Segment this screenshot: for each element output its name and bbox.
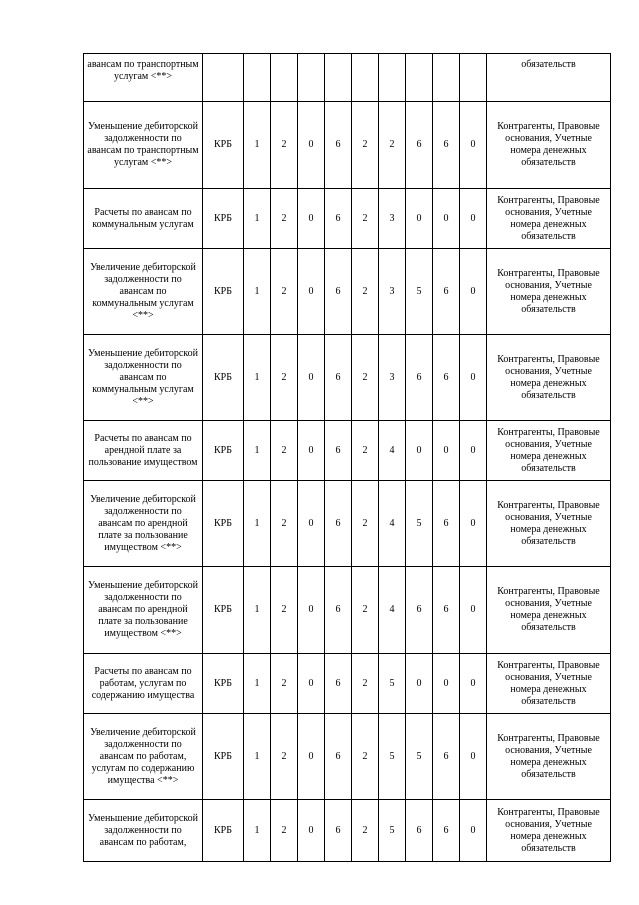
digit-cell: 0 bbox=[298, 102, 325, 189]
analytics-cell: Контрагенты, Правовые основания, Учетные номера денежных обязательств bbox=[487, 189, 611, 249]
digit-cell: 1 bbox=[244, 102, 271, 189]
digit-cell: 0 bbox=[460, 567, 487, 654]
digit-cell: 6 bbox=[325, 481, 352, 567]
digit-cell bbox=[433, 54, 460, 102]
account-name-cell: Увеличение дебиторской задолженности по авансам по коммунальным услугам <**> bbox=[84, 249, 203, 335]
kind-cell: КРБ bbox=[203, 481, 244, 567]
digit-cell: 2 bbox=[271, 714, 298, 800]
digit-cell: 6 bbox=[325, 654, 352, 714]
digit-cell: 6 bbox=[325, 102, 352, 189]
account-name-cell: Уменьшение дебиторской задолженности по авансам по коммунальным услугам <**> bbox=[84, 335, 203, 421]
digit-cell: 0 bbox=[433, 654, 460, 714]
accounts-table-body bbox=[84, 54, 611, 862]
digit-cell: 5 bbox=[379, 800, 406, 862]
digit-cell: 6 bbox=[433, 567, 460, 654]
digit-cell: 6 bbox=[406, 102, 433, 189]
digit-cell: 1 bbox=[244, 567, 271, 654]
digit-cell: 3 bbox=[379, 249, 406, 335]
digit-cell: 2 bbox=[271, 481, 298, 567]
digit-cell: 5 bbox=[379, 714, 406, 800]
analytics-cell: Контрагенты, Правовые основания, Учетные номера денежных обязательств bbox=[487, 249, 611, 335]
digit-cell: 1 bbox=[244, 335, 271, 421]
kind-cell: КРБ bbox=[203, 800, 244, 862]
analytics-cell: Контрагенты, Правовые основания, Учетные номера денежных обязательств bbox=[487, 567, 611, 654]
digit-cell: 2 bbox=[352, 800, 379, 862]
digit-cell: 2 bbox=[271, 567, 298, 654]
table-row bbox=[84, 249, 611, 335]
digit-cell: 1 bbox=[244, 714, 271, 800]
digit-cell: 0 bbox=[460, 714, 487, 800]
kind-cell: КРБ bbox=[203, 335, 244, 421]
digit-cell: 2 bbox=[352, 421, 379, 481]
digit-cell: 4 bbox=[379, 481, 406, 567]
digit-cell: 1 bbox=[244, 481, 271, 567]
digit-cell bbox=[406, 54, 433, 102]
digit-cell: 0 bbox=[433, 189, 460, 249]
digit-cell: 2 bbox=[271, 654, 298, 714]
digit-cell: 2 bbox=[271, 189, 298, 249]
digit-cell: 6 bbox=[433, 481, 460, 567]
digit-cell: 6 bbox=[325, 189, 352, 249]
digit-cell: 0 bbox=[406, 654, 433, 714]
digit-cell: 0 bbox=[298, 189, 325, 249]
digit-cell: 2 bbox=[352, 714, 379, 800]
digit-cell bbox=[298, 54, 325, 102]
digit-cell: 6 bbox=[406, 800, 433, 862]
digit-cell: 0 bbox=[406, 189, 433, 249]
digit-cell: 5 bbox=[406, 481, 433, 567]
digit-cell: 0 bbox=[298, 421, 325, 481]
digit-cell: 2 bbox=[271, 800, 298, 862]
kind-cell: КРБ bbox=[203, 102, 244, 189]
table-row bbox=[84, 481, 611, 567]
digit-cell: 5 bbox=[379, 654, 406, 714]
digit-cell: 6 bbox=[325, 567, 352, 654]
digit-cell: 0 bbox=[298, 654, 325, 714]
analytics-cell: Контрагенты, Правовые основания, Учетные номера денежных обязательств bbox=[487, 481, 611, 567]
digit-cell: 1 bbox=[244, 189, 271, 249]
digit-cell: 6 bbox=[325, 421, 352, 481]
digit-cell: 6 bbox=[325, 249, 352, 335]
digit-cell bbox=[460, 54, 487, 102]
digit-cell: 6 bbox=[433, 102, 460, 189]
digit-cell: 0 bbox=[298, 335, 325, 421]
analytics-cell: Контрагенты, Правовые основания, Учетные номера денежных обязательств bbox=[487, 102, 611, 189]
digit-cell bbox=[325, 54, 352, 102]
account-name-cell: Расчеты по авансам по арендной плате за пользование имуществом bbox=[84, 421, 203, 481]
table-row bbox=[84, 654, 611, 714]
kind-cell: КРБ bbox=[203, 249, 244, 335]
digit-cell: 1 bbox=[244, 654, 271, 714]
digit-cell: 0 bbox=[298, 800, 325, 862]
digit-cell: 6 bbox=[433, 714, 460, 800]
account-name-cell: Расчеты по авансам по коммунальным услугам bbox=[84, 189, 203, 249]
digit-cell bbox=[271, 54, 298, 102]
kind-cell: КРБ bbox=[203, 567, 244, 654]
digit-cell: 2 bbox=[352, 567, 379, 654]
analytics-cell: Контрагенты, Правовые основания, Учетные номера денежных обязательств bbox=[487, 421, 611, 481]
digit-cell: 2 bbox=[352, 335, 379, 421]
digit-cell: 0 bbox=[433, 421, 460, 481]
account-name-cell: авансам по транспортным услугам <**> bbox=[84, 54, 203, 102]
digit-cell: 2 bbox=[271, 102, 298, 189]
digit-cell: 3 bbox=[379, 189, 406, 249]
digit-cell: 0 bbox=[460, 335, 487, 421]
digit-cell: 6 bbox=[433, 249, 460, 335]
digit-cell: 2 bbox=[352, 189, 379, 249]
digit-cell: 2 bbox=[271, 421, 298, 481]
account-name-cell: Уменьшение дебиторской задолженности по авансам по арендной плате за пользование имуществом <**> bbox=[84, 567, 203, 654]
account-name-cell: Увеличение дебиторской задолженности по авансам по работам, услугам по содержанию имущества <**> bbox=[84, 714, 203, 800]
account-name-cell: Уменьшение дебиторской задолженности по авансам по транспортным услугам <**> bbox=[84, 102, 203, 189]
digit-cell bbox=[244, 54, 271, 102]
digit-cell: 5 bbox=[406, 714, 433, 800]
table-row bbox=[84, 714, 611, 800]
digit-cell: 4 bbox=[379, 421, 406, 481]
digit-cell: 2 bbox=[352, 102, 379, 189]
digit-cell: 4 bbox=[379, 567, 406, 654]
digit-cell: 1 bbox=[244, 421, 271, 481]
kind-cell: КРБ bbox=[203, 714, 244, 800]
kind-cell: КРБ bbox=[203, 189, 244, 249]
kind-cell: КРБ bbox=[203, 654, 244, 714]
table-row bbox=[84, 335, 611, 421]
digit-cell: 1 bbox=[244, 249, 271, 335]
analytics-cell: Контрагенты, Правовые основания, Учетные номера денежных обязательств bbox=[487, 654, 611, 714]
digit-cell: 6 bbox=[325, 800, 352, 862]
table-row bbox=[84, 102, 611, 189]
digit-cell: 0 bbox=[460, 800, 487, 862]
table-row bbox=[84, 421, 611, 481]
digit-cell: 0 bbox=[460, 654, 487, 714]
digit-cell: 0 bbox=[460, 421, 487, 481]
digit-cell: 6 bbox=[406, 335, 433, 421]
digit-cell: 0 bbox=[298, 249, 325, 335]
digit-cell: 0 bbox=[460, 481, 487, 567]
digit-cell bbox=[379, 54, 406, 102]
digit-cell: 6 bbox=[325, 335, 352, 421]
account-name-cell: Уменьшение дебиторской задолженности по авансам по работам, bbox=[84, 800, 203, 862]
analytics-cell: Контрагенты, Правовые основания, Учетные номера денежных обязательств bbox=[487, 800, 611, 862]
digit-cell: 5 bbox=[406, 249, 433, 335]
digit-cell: 0 bbox=[460, 249, 487, 335]
digit-cell: 2 bbox=[379, 102, 406, 189]
analytics-cell: Контрагенты, Правовые основания, Учетные номера денежных обязательств bbox=[487, 335, 611, 421]
digit-cell: 6 bbox=[406, 567, 433, 654]
digit-cell: 2 bbox=[352, 481, 379, 567]
digit-cell: 0 bbox=[460, 189, 487, 249]
digit-cell: 6 bbox=[433, 800, 460, 862]
digit-cell: 0 bbox=[406, 421, 433, 481]
table-row-continued bbox=[84, 54, 611, 102]
digit-cell: 0 bbox=[298, 714, 325, 800]
digit-cell: 2 bbox=[352, 654, 379, 714]
digit-cell: 6 bbox=[325, 714, 352, 800]
table-row bbox=[84, 800, 611, 862]
account-name-cell: Увеличение дебиторской задолженности по авансам по арендной плате за пользование имуществом <**> bbox=[84, 481, 203, 567]
accounts-table bbox=[83, 53, 611, 862]
table-row bbox=[84, 189, 611, 249]
kind-cell bbox=[203, 54, 244, 102]
digit-cell: 2 bbox=[271, 335, 298, 421]
digit-cell: 2 bbox=[352, 249, 379, 335]
digit-cell bbox=[352, 54, 379, 102]
analytics-cell: Контрагенты, Правовые основания, Учетные номера денежных обязательств bbox=[487, 714, 611, 800]
digit-cell: 2 bbox=[271, 249, 298, 335]
kind-cell: КРБ bbox=[203, 421, 244, 481]
digit-cell: 6 bbox=[433, 335, 460, 421]
table-row bbox=[84, 567, 611, 654]
digit-cell: 0 bbox=[298, 481, 325, 567]
digit-cell: 0 bbox=[298, 567, 325, 654]
account-name-cell: Расчеты по авансам по работам, услугам по содержанию имущества bbox=[84, 654, 203, 714]
analytics-cell: обязательств bbox=[487, 54, 611, 102]
digit-cell: 0 bbox=[460, 102, 487, 189]
digit-cell: 3 bbox=[379, 335, 406, 421]
digit-cell: 1 bbox=[244, 800, 271, 862]
